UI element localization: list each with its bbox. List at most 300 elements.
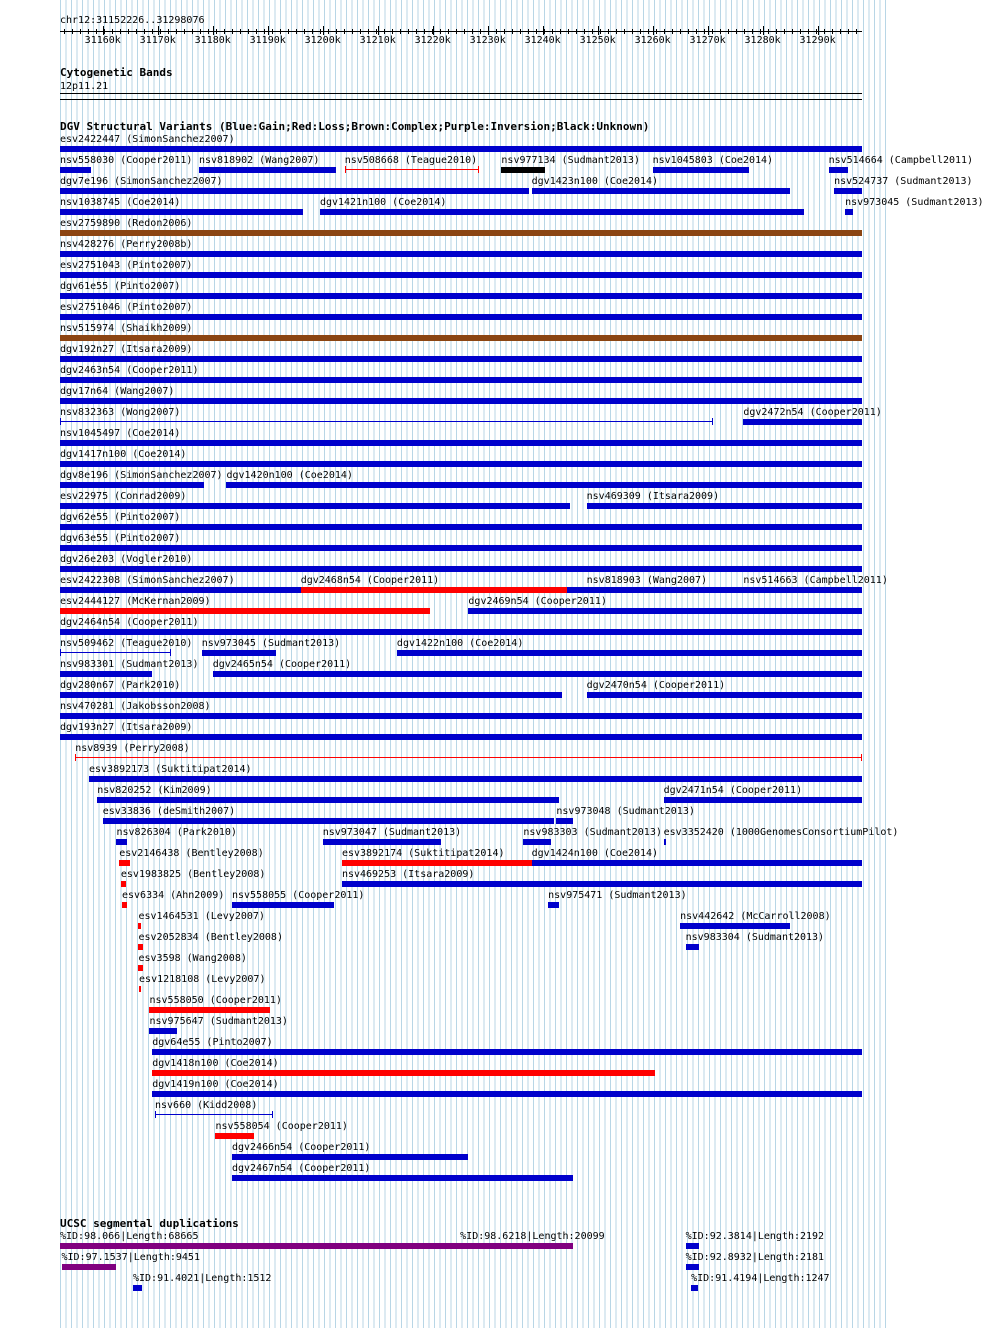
dgv-feature-bar[interactable]	[845, 209, 853, 215]
ruler-major-tick	[818, 26, 819, 35]
dgv-feature-label[interactable]: nsv975647 (Sudmant2013)	[149, 1016, 288, 1027]
dgv-feature-bar[interactable]	[587, 503, 862, 509]
cytoband-line-bottom	[60, 99, 862, 100]
dgv-feature-label[interactable]: nsv8939 (Perry2008)	[75, 743, 190, 754]
dgv-feature-label[interactable]: nsv973048 (Sudmant2013)	[556, 806, 695, 817]
ruler-minor-tick	[544, 29, 545, 34]
ruler-minor-tick	[296, 29, 297, 34]
dgv-feature-bar[interactable]	[103, 818, 554, 824]
ruler-major-tick	[433, 26, 434, 35]
dgv-feature-label[interactable]: nsv1045497 (Coe2014)	[60, 428, 181, 439]
dgv-feature-bar[interactable]	[60, 566, 862, 572]
dgv-feature-endcap	[272, 1111, 273, 1118]
dgv-feature-bar[interactable]	[60, 629, 862, 635]
dgv-feature-label[interactable]: nsv975471 (Sudmant2013)	[548, 890, 687, 901]
dgv-feature-bar[interactable]	[89, 776, 862, 782]
ruler-minor-tick	[568, 29, 569, 34]
segdup-feature-bar[interactable]	[686, 1264, 700, 1270]
ruler-minor-tick	[512, 29, 513, 34]
segdup-feature-label[interactable]: %ID:92.3814|Length:2192	[685, 1231, 825, 1242]
dgv-feature-label[interactable]: dgv2471n54 (Cooper2011)	[663, 785, 803, 796]
dgv-feature-label[interactable]: nsv660 (Kidd2008)	[154, 1100, 258, 1111]
dgv-feature-bar[interactable]	[532, 188, 790, 194]
ruler-tick-label: 31190k	[249, 35, 286, 46]
ruler-minor-tick	[840, 29, 841, 34]
cytoband-label: 12p11.21	[60, 81, 109, 92]
dgv-feature-bar[interactable]	[397, 650, 862, 656]
ruler-minor-tick	[128, 29, 129, 34]
ruler-minor-tick	[176, 29, 177, 34]
ruler-minor-tick	[496, 29, 497, 34]
dgv-feature-bar[interactable]	[60, 356, 862, 362]
ruler-major-tick	[378, 26, 379, 35]
dgv-feature-bar[interactable]	[680, 923, 790, 929]
dgv-feature-label[interactable]: esv2052834 (Bentley2008)	[138, 932, 283, 943]
ruler-minor-tick	[424, 29, 425, 34]
dgv-feature-label[interactable]: dgv2470n54 (Cooper2011)	[586, 680, 726, 691]
dgv-feature-label[interactable]: dgv280n67 (Park2010)	[60, 680, 181, 691]
dgv-feature-bar[interactable]	[60, 608, 430, 614]
segdup-track-title: UCSC segmental duplications	[60, 1217, 239, 1230]
dgv-feature-label[interactable]: esv2422308 (SimonSanchez2007)	[60, 575, 235, 586]
dgv-feature-bar[interactable]	[138, 944, 142, 950]
dgv-feature-label[interactable]: nsv983303 (Sudmant2013)	[523, 827, 662, 838]
ruler-minor-tick	[400, 29, 401, 34]
dgv-feature-bar[interactable]	[342, 881, 862, 887]
dgv-feature-endcap	[170, 649, 171, 656]
ruler-minor-tick	[392, 29, 393, 34]
ruler-major-tick	[653, 26, 654, 35]
ruler-minor-tick	[384, 29, 385, 34]
ruler-major-tick	[158, 26, 159, 35]
ruler-minor-tick	[504, 29, 505, 34]
ruler-minor-tick	[560, 29, 561, 34]
dgv-feature-label[interactable]: nsv983301 (Sudmant2013)	[60, 659, 199, 670]
segdup-feature-label[interactable]: %ID:91.4194|Length:1247	[691, 1273, 830, 1284]
segdup-feature-bar[interactable]	[62, 1264, 117, 1270]
dgv-feature-bar[interactable]	[60, 188, 529, 194]
dgv-feature-label[interactable]: esv2422447 (SimonSanchez2007)	[60, 134, 235, 145]
dgv-feature-label[interactable]: nsv558054 (Cooper2011)	[215, 1121, 348, 1132]
ruler-minor-tick	[168, 29, 169, 34]
dgv-feature-label[interactable]: nsv514663 (Campbell2011)	[743, 575, 888, 586]
dgv-feature-bar[interactable]	[60, 293, 862, 299]
dgv-feature-label[interactable]: dgv2464n54 (Cooper2011)	[60, 617, 199, 628]
dgv-feature-bar[interactable]	[202, 650, 276, 656]
dgv-feature-bar[interactable]	[119, 860, 130, 866]
dgv-feature-label[interactable]: dgv1419n100 (Coe2014)	[152, 1079, 279, 1090]
ruler-minor-tick	[288, 29, 289, 34]
dgv-feature-label[interactable]: dgv8e196 (SimonSanchez2007)	[60, 470, 223, 481]
segdup-feature-label[interactable]: %ID:91.4021|Length:1512	[132, 1273, 272, 1284]
dgv-feature-label[interactable]: esv2751046 (Pinto2007)	[60, 302, 193, 313]
dgv-feature-bar[interactable]	[60, 146, 862, 152]
dgv-feature-bar[interactable]	[60, 734, 862, 740]
ruler-minor-tick	[728, 29, 729, 34]
ruler-minor-tick	[64, 29, 65, 34]
dgv-feature-label[interactable]: nsv826304 (Park2010)	[116, 827, 237, 838]
ruler-tick-label: 31290k	[799, 35, 836, 46]
dgv-feature-bar[interactable]	[60, 713, 862, 719]
dgv-feature-bar[interactable]	[122, 902, 127, 908]
dgv-feature-label[interactable]: nsv818903 (Wang2007)	[586, 575, 708, 586]
segdup-feature-label[interactable]: %ID:98.6218|Length:20099	[460, 1231, 605, 1242]
ruler-minor-tick	[280, 29, 281, 34]
dgv-feature-bar[interactable]	[587, 587, 735, 593]
ruler-tick-label: 31160k	[84, 35, 121, 46]
dgv-feature-bar[interactable]	[468, 608, 862, 614]
dgv-feature-label[interactable]: nsv983304 (Sudmant2013)	[685, 932, 825, 943]
dgv-feature-bar[interactable]	[548, 902, 559, 908]
ruler-minor-tick	[752, 29, 753, 34]
dgv-feature-bar[interactable]	[97, 797, 559, 803]
ruler-minor-tick	[672, 29, 673, 34]
dgv-feature-bar[interactable]	[60, 398, 862, 404]
dgv-feature-label[interactable]: nsv469253 (Itsara2009)	[341, 869, 475, 880]
dgv-feature-label[interactable]: esv3892174 (Suktitipat2014)	[341, 848, 505, 859]
dgv-feature-label[interactable]: esv3892173 (Suktitipat2014)	[89, 764, 252, 775]
ruler-minor-tick	[464, 29, 465, 34]
dgv-feature-label[interactable]: esv2751043 (Pinto2007)	[60, 260, 193, 271]
dgv-feature-line[interactable]	[60, 652, 171, 653]
ruler-minor-tick	[184, 29, 185, 34]
ruler-minor-tick	[264, 29, 265, 34]
dgv-feature-label[interactable]: nsv820252 (Kim2009)	[97, 785, 212, 796]
dgv-feature-bar[interactable]	[60, 482, 204, 488]
dgv-feature-endcap	[155, 1111, 156, 1118]
ruler-minor-tick	[416, 29, 417, 34]
dgv-feature-bar[interactable]	[301, 587, 568, 593]
dgv-feature-label[interactable]: dgv2469n54 (Cooper2011)	[468, 596, 607, 607]
ruler-minor-tick	[200, 29, 201, 34]
dgv-feature-bar[interactable]	[60, 377, 862, 383]
dgv-feature-label[interactable]: dgv1424n100 (Coe2014)	[531, 848, 659, 859]
ruler-minor-tick	[552, 29, 553, 34]
dgv-track-title: DGV Structural Variants (Blue:Gain;Red:Loss;Brown:Complex;Purple:Inversion;Black:Unknown)	[60, 120, 650, 133]
ruler-minor-tick	[520, 29, 521, 34]
dgv-feature-bar[interactable]	[664, 797, 862, 803]
ruler-minor-tick	[304, 29, 305, 34]
dgv-feature-bar[interactable]	[60, 545, 862, 551]
dgv-feature-bar[interactable]	[501, 167, 545, 173]
ruler-minor-tick	[440, 29, 441, 34]
dgv-feature-label[interactable]: nsv1045803 (Coe2014)	[652, 155, 774, 166]
dgv-feature-label[interactable]: nsv558050 (Cooper2011)	[149, 995, 282, 1006]
dgv-feature-label[interactable]: nsv977134 (Sudmant2013)	[501, 155, 640, 166]
ruler-minor-tick	[824, 29, 825, 34]
dgv-feature-label[interactable]: esv2146438 (Bentley2008)	[119, 848, 264, 859]
ruler-minor-tick	[584, 29, 585, 34]
ruler-minor-tick	[576, 29, 577, 34]
dgv-feature-label[interactable]: esv2444127 (McKernan2009)	[60, 596, 211, 607]
dgv-feature-label[interactable]: esv3352420 (1000GenomesConsortiumPilot)	[663, 827, 899, 838]
dgv-feature-bar[interactable]	[60, 524, 862, 530]
dgv-feature-bar[interactable]	[829, 167, 848, 173]
dgv-feature-bar[interactable]	[320, 209, 804, 215]
dgv-feature-bar[interactable]	[743, 419, 862, 425]
ruler-minor-tick	[456, 29, 457, 34]
dgv-feature-line[interactable]	[345, 169, 480, 170]
dgv-feature-label[interactable]: dgv7e196 (SimonSanchez2007)	[60, 176, 223, 187]
dgv-feature-bar[interactable]	[556, 818, 572, 824]
ruler-minor-tick	[144, 29, 145, 34]
dgv-feature-label[interactable]: nsv508668 (Teague2010)	[344, 155, 478, 166]
segdup-feature-bar[interactable]	[60, 1243, 460, 1249]
dgv-feature-bar[interactable]	[232, 1154, 468, 1160]
dgv-feature-bar[interactable]	[139, 986, 141, 992]
dgv-feature-label[interactable]: dgv63e55 (Pinto2007)	[60, 533, 181, 544]
ruler-tick-label: 31240k	[524, 35, 561, 46]
dgv-feature-label[interactable]: nsv524737 (Sudmant2013)	[834, 176, 973, 187]
ruler-minor-tick	[88, 29, 89, 34]
ruler-minor-tick	[112, 29, 113, 34]
ruler-minor-tick	[224, 29, 225, 34]
dgv-feature-label[interactable]: dgv2463n54 (Cooper2011)	[60, 365, 199, 376]
dgv-feature-label[interactable]: dgv1421n100 (Coe2014)	[319, 197, 447, 208]
ruler-tick-label: 31170k	[139, 35, 176, 46]
dgv-feature-endcap	[861, 754, 862, 761]
ruler-major-tick	[598, 26, 599, 35]
ruler-minor-tick	[80, 29, 81, 34]
dgv-feature-label[interactable]: nsv515974 (Shaikh2009)	[60, 323, 193, 334]
dgv-feature-bar[interactable]	[226, 482, 862, 488]
ruler-minor-tick	[784, 29, 785, 34]
ruler-minor-tick	[792, 29, 793, 34]
ruler-minor-tick	[704, 29, 705, 34]
ruler-major-tick	[103, 26, 104, 35]
ruler-minor-tick	[352, 29, 353, 34]
segdup-feature-label[interactable]: %ID:97.1537|Length:9451	[61, 1252, 200, 1263]
dgv-feature-bar[interactable]	[60, 251, 862, 257]
dgv-feature-label[interactable]: esv1983825 (Bentley2008)	[120, 869, 266, 880]
dgv-feature-bar[interactable]	[60, 692, 562, 698]
dgv-feature-bar[interactable]	[523, 839, 550, 845]
dgv-feature-bar[interactable]	[653, 167, 749, 173]
ruler-major-tick	[323, 26, 324, 35]
dgv-feature-bar[interactable]	[664, 839, 667, 845]
dgv-feature-label[interactable]: esv33836 (deSmith2007)	[102, 806, 236, 817]
dgv-feature-label[interactable]: esv2759890 (Redon2006)	[60, 218, 193, 229]
dgv-feature-label[interactable]: dgv2468n54 (Cooper2011)	[300, 575, 440, 586]
ruler-minor-tick	[848, 29, 849, 34]
dgv-feature-bar[interactable]	[587, 692, 862, 698]
dgv-feature-label[interactable]: nsv973047 (Sudmant2013)	[322, 827, 462, 838]
dgv-feature-bar[interactable]	[60, 272, 862, 278]
ruler-minor-tick	[808, 29, 809, 34]
ruler-axis-line	[60, 31, 862, 32]
ruler-minor-tick	[736, 29, 737, 34]
dgv-feature-label[interactable]: esv1464531 (Levy2007)	[138, 911, 265, 922]
dgv-feature-bar[interactable]	[116, 839, 127, 845]
ruler-minor-tick	[152, 29, 153, 34]
dgv-feature-bar[interactable]	[232, 1175, 573, 1181]
segdup-feature-label[interactable]: %ID:98.066|Length:68665	[60, 1231, 199, 1242]
segdup-feature-bar[interactable]	[691, 1285, 698, 1291]
ruler-minor-tick	[104, 29, 105, 34]
dgv-feature-label[interactable]: nsv558055 (Cooper2011)	[231, 890, 365, 901]
dgv-feature-label[interactable]: nsv509462 (Teague2010)	[60, 638, 193, 649]
dgv-feature-bar[interactable]	[834, 188, 862, 194]
dgv-feature-bar[interactable]	[152, 1091, 862, 1097]
dgv-feature-label[interactable]: dgv193n27 (Itsara2009)	[60, 722, 193, 733]
dgv-feature-label[interactable]: nsv428276 (Perry2008b)	[60, 239, 193, 250]
dgv-feature-bar[interactable]	[323, 839, 441, 845]
dgv-feature-bar[interactable]	[532, 860, 862, 866]
dgv-feature-label[interactable]: dgv1417n100 (Coe2014)	[60, 449, 187, 460]
ruler-minor-tick	[592, 29, 593, 34]
dgv-feature-bar[interactable]	[152, 1070, 655, 1076]
dgv-feature-bar[interactable]	[121, 881, 126, 887]
dgv-feature-label[interactable]: dgv17n64 (Wang2007)	[60, 386, 175, 397]
ruler-minor-tick	[616, 29, 617, 34]
ruler-minor-tick	[408, 29, 409, 34]
ruler-major-tick	[268, 26, 269, 35]
dgv-feature-label[interactable]: esv1218108 (Levy2007)	[139, 974, 266, 985]
ruler-minor-tick	[448, 29, 449, 34]
ruler-minor-tick	[720, 29, 721, 34]
ruler-minor-tick	[472, 29, 473, 34]
ruler-minor-tick	[208, 29, 209, 34]
dgv-feature-label[interactable]: esv22975 (Conrad2009)	[60, 491, 187, 502]
ruler-minor-tick	[96, 29, 97, 34]
dgv-feature-label[interactable]: nsv469309 (Itsara2009)	[586, 491, 720, 502]
dgv-feature-endcap	[60, 418, 61, 425]
dgv-feature-bar[interactable]	[199, 167, 336, 173]
dgv-feature-bar[interactable]	[213, 671, 862, 677]
dgv-feature-bar[interactable]	[342, 860, 532, 866]
dgv-feature-bar[interactable]	[232, 902, 334, 908]
ruler-minor-tick	[680, 29, 681, 34]
dgv-feature-line[interactable]	[155, 1114, 273, 1115]
ruler-tick-label: 31210k	[359, 35, 396, 46]
dgv-feature-label[interactable]: nsv832363 (Wong2007)	[60, 407, 181, 418]
dgv-feature-bar[interactable]	[60, 209, 303, 215]
dgv-feature-line[interactable]	[60, 421, 713, 422]
ruler-minor-tick	[216, 29, 217, 34]
ruler-minor-tick	[640, 29, 641, 34]
dgv-feature-bar[interactable]	[60, 230, 862, 236]
dgv-feature-bar[interactable]	[152, 1049, 862, 1055]
dgv-feature-label[interactable]: nsv470281 (Jakobsson2008)	[60, 701, 211, 712]
ruler-major-tick	[763, 26, 764, 35]
ruler-minor-tick	[696, 29, 697, 34]
dgv-feature-bar[interactable]	[215, 1133, 253, 1139]
dgv-feature-bar[interactable]	[60, 167, 91, 173]
ruler-minor-tick	[248, 29, 249, 34]
ruler-minor-tick	[344, 29, 345, 34]
dgv-feature-bar[interactable]	[60, 440, 862, 446]
segdup-feature-bar[interactable]	[686, 1243, 700, 1249]
dgv-feature-label[interactable]: nsv818902 (Wang2007)	[198, 155, 320, 166]
dgv-feature-label[interactable]: dgv61e55 (Pinto2007)	[60, 281, 181, 292]
dgv-feature-label[interactable]: dgv2472n54 (Cooper2011)	[743, 407, 882, 418]
dgv-feature-line[interactable]	[75, 757, 862, 758]
dgv-feature-endcap	[712, 418, 713, 425]
dgv-feature-bar[interactable]	[138, 965, 142, 971]
dgv-feature-label[interactable]: dgv2466n54 (Cooper2011)	[231, 1142, 371, 1153]
ruler-minor-tick	[256, 29, 257, 34]
dgv-feature-label[interactable]: esv3598 (Wang2008)	[138, 953, 247, 964]
ruler-minor-tick	[664, 29, 665, 34]
dgv-feature-label[interactable]: nsv442642 (McCarroll2008)	[680, 911, 831, 922]
dgv-feature-label[interactable]: dgv2467n54 (Cooper2011)	[231, 1163, 371, 1174]
dgv-feature-label[interactable]: dgv1420n100 (Coe2014)	[226, 470, 353, 481]
dgv-feature-bar[interactable]	[743, 587, 746, 593]
dgv-feature-label[interactable]: dgv62e55 (Pinto2007)	[60, 512, 181, 523]
ruler-minor-tick	[536, 29, 537, 34]
dgv-feature-bar[interactable]	[60, 461, 862, 467]
ruler-minor-tick	[336, 29, 337, 34]
dgv-feature-bar[interactable]	[149, 1007, 270, 1013]
segdup-feature-bar[interactable]	[460, 1243, 573, 1249]
ruler-minor-tick	[120, 29, 121, 34]
segdup-feature-bar[interactable]	[133, 1285, 142, 1291]
dgv-feature-bar[interactable]	[149, 1028, 176, 1034]
cytoband-track-title: Cytogenetic Bands	[60, 66, 173, 79]
ruler-minor-tick	[608, 29, 609, 34]
dgv-feature-label[interactable]: dgv64e55 (Pinto2007)	[152, 1037, 273, 1048]
dgv-feature-label[interactable]: dgv1418n100 (Coe2014)	[152, 1058, 279, 1069]
dgv-feature-label[interactable]: nsv1038745 (Coe2014)	[60, 197, 181, 208]
ruler-minor-tick	[232, 29, 233, 34]
ruler-major-tick	[488, 26, 489, 35]
dgv-feature-bar[interactable]	[60, 671, 152, 677]
ruler-tick-label: 31230k	[469, 35, 506, 46]
dgv-feature-bar[interactable]	[686, 944, 700, 950]
dgv-feature-label[interactable]: nsv514664 (Campbell2011)	[828, 155, 974, 166]
dgv-feature-label[interactable]: nsv973045 (Sudmant2013)	[201, 638, 341, 649]
dgv-feature-label[interactable]: dgv26e203 (Vogler2010)	[60, 554, 193, 565]
dgv-feature-label[interactable]: dgv1422n100 (Coe2014)	[396, 638, 524, 649]
ruler-minor-tick	[624, 29, 625, 34]
ruler-tick-label: 31200k	[304, 35, 341, 46]
ruler-minor-tick	[688, 29, 689, 34]
ruler-minor-tick	[656, 29, 657, 34]
dgv-feature-label[interactable]: dgv1423n100 (Coe2014)	[531, 176, 659, 187]
ruler-minor-tick	[528, 29, 529, 34]
dgv-feature-label[interactable]: dgv2465n54 (Cooper2011)	[212, 659, 352, 670]
dgv-feature-label[interactable]: nsv558030 (Cooper2011)	[60, 155, 193, 166]
dgv-feature-endcap	[345, 166, 346, 173]
ruler-minor-tick	[72, 29, 73, 34]
dgv-feature-label[interactable]: esv6334 (Ahn2009)	[121, 890, 225, 901]
dgv-feature-bar[interactable]	[60, 314, 862, 320]
dgv-feature-label[interactable]: nsv973045 (Sudmant2013)	[845, 197, 984, 208]
ruler-minor-tick	[328, 29, 329, 34]
ruler-position-label: chr12:31152226..31298076	[60, 15, 205, 26]
ruler-minor-tick	[320, 29, 321, 34]
segdup-feature-label[interactable]: %ID:92.8932|Length:2181	[685, 1252, 825, 1263]
ruler-tick-label: 31270k	[689, 35, 726, 46]
ruler-minor-tick	[632, 29, 633, 34]
ruler-minor-tick	[600, 29, 601, 34]
ruler-minor-tick	[856, 29, 857, 34]
ruler-major-tick	[543, 26, 544, 35]
ruler-minor-tick	[312, 29, 313, 34]
dgv-feature-label[interactable]: dgv192n27 (Itsara2009)	[60, 344, 193, 355]
ruler-minor-tick	[368, 29, 369, 34]
ruler-minor-tick	[648, 29, 649, 34]
ruler-minor-tick	[744, 29, 745, 34]
ruler-minor-tick	[360, 29, 361, 34]
dgv-feature-bar[interactable]	[138, 923, 141, 929]
ruler-minor-tick	[800, 29, 801, 34]
dgv-feature-bar[interactable]	[60, 503, 570, 509]
ruler-minor-tick	[712, 29, 713, 34]
dgv-feature-endcap	[478, 166, 479, 173]
dgv-feature-bar[interactable]	[60, 335, 862, 341]
ruler-minor-tick	[272, 29, 273, 34]
